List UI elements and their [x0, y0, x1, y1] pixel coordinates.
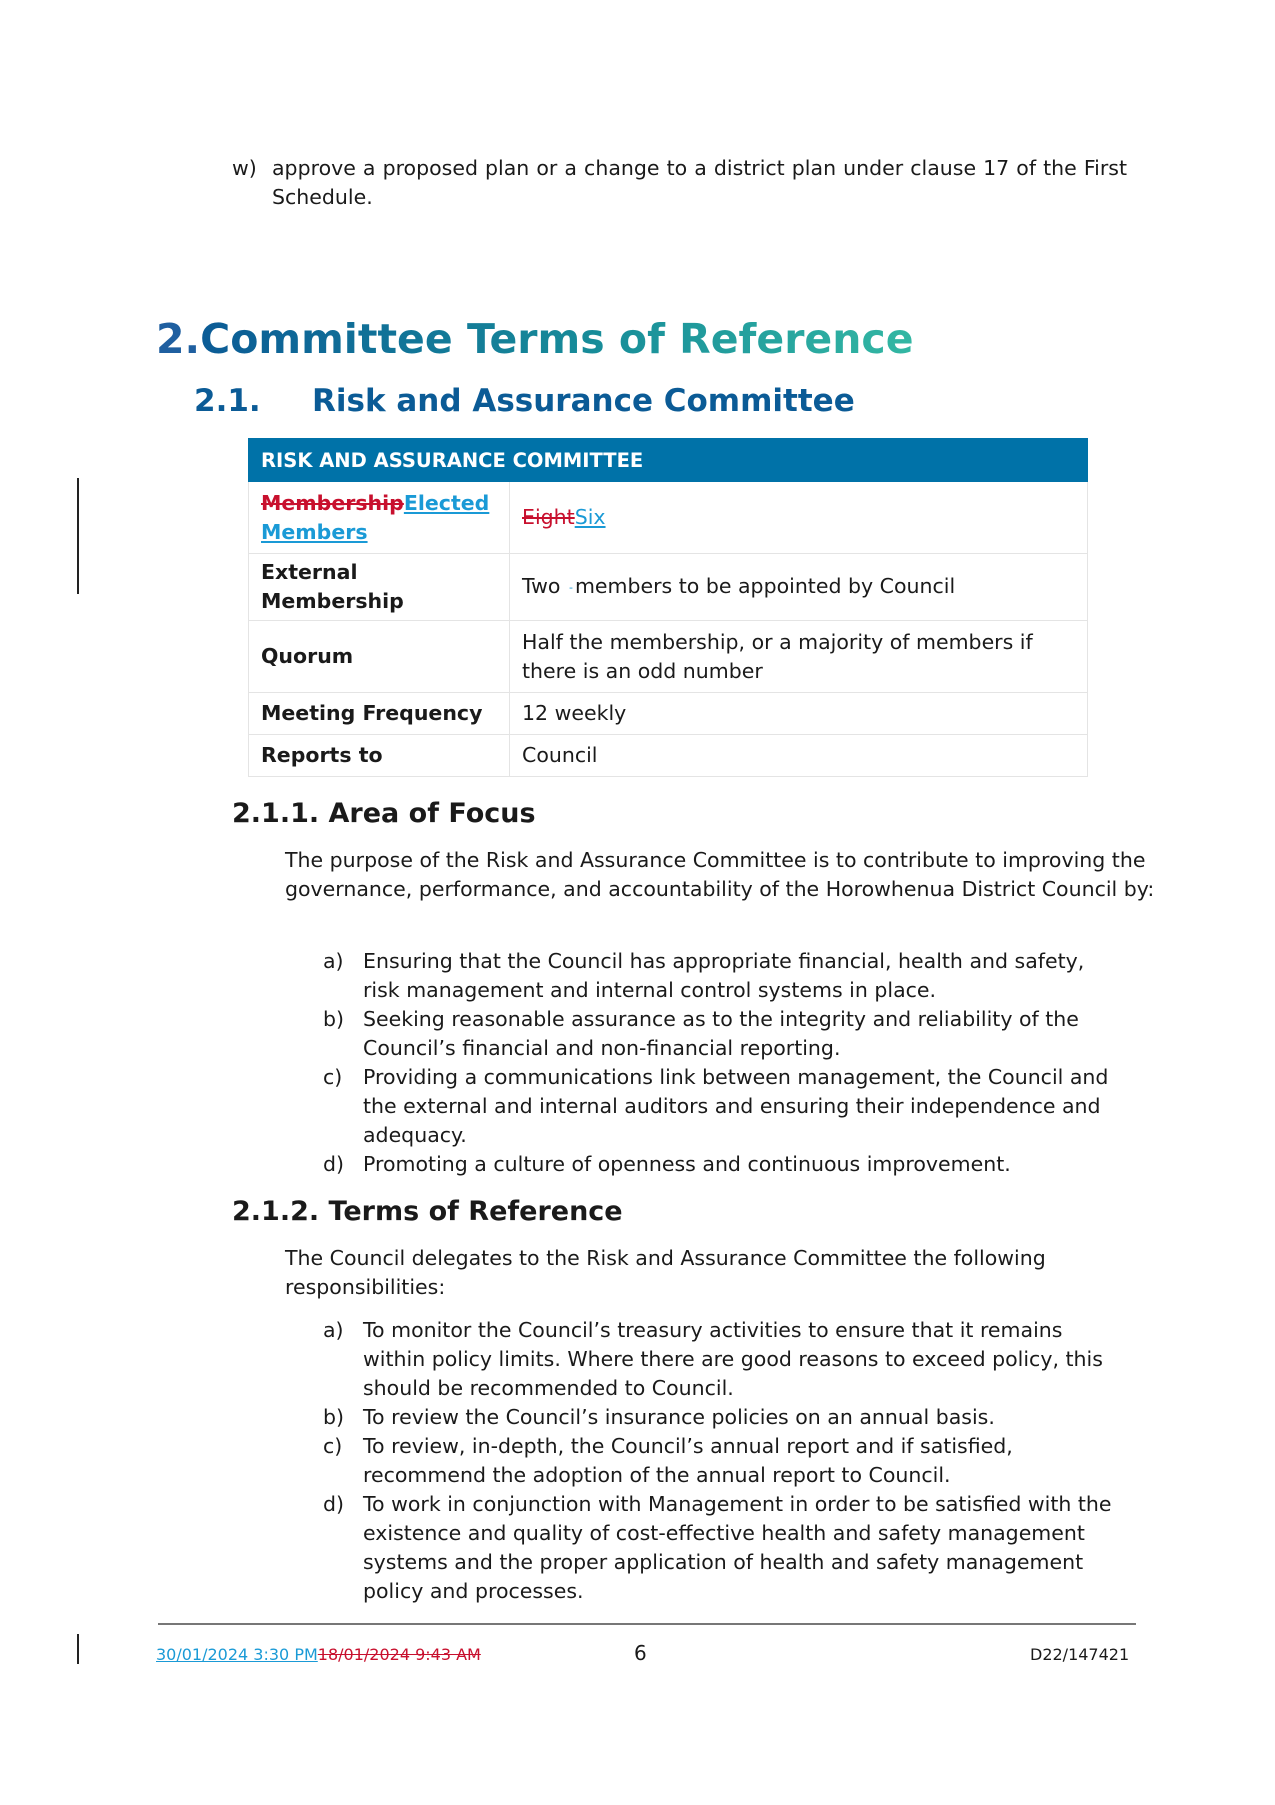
deleted-text: Membership [261, 490, 404, 515]
list-item [323, 1316, 1123, 1403]
table-key-cell: Meeting Frequency [249, 693, 510, 735]
table-key-cell: Reports to [249, 735, 510, 777]
table-value-cell [510, 554, 1088, 621]
list-item-label: a) [323, 1318, 344, 1342]
list-item-text: Seeking reasonable assurance as to the integrity and reliability of the Council’s financial and non-financial reporting. [363, 1007, 1079, 1060]
inserted-text: 30/01/2024 3:30 PM [156, 1645, 318, 1664]
table-row [249, 621, 1088, 693]
list-item-text: To review, in-depth, the Council’s annual report and if satisfied, recommend the adoption of the annual report to Council. [363, 1434, 1013, 1487]
list-item-w [232, 154, 1127, 212]
list-item-label: a) [323, 949, 344, 973]
list-item-label: c) [323, 1065, 343, 1089]
value-text: Two [522, 574, 561, 599]
change-bar [77, 478, 79, 594]
table-value-cell: Half the membership, or a majority of members if there is an odd number [510, 621, 1088, 693]
section-title: Committee Terms of Reference [200, 315, 914, 363]
terms-of-reference-intro: The Council delegates to the Risk and Assurance Committee the following responsibilities: [285, 1246, 1046, 1299]
terms-of-reference-list [323, 1316, 1123, 1606]
deleted-text: Eight [522, 505, 575, 529]
table-value-cell [510, 482, 1088, 554]
inserted-text: Six [574, 505, 606, 529]
list-item-text: To monitor the Council’s treasury activities to ensure that it remains within policy limits. Where there are good reasons to exceed policy, this should be recommended to Council. [363, 1318, 1103, 1400]
table-value-cell: 12 weekly [510, 693, 1088, 735]
list-item [323, 1063, 1123, 1150]
list-item [323, 947, 1123, 1005]
list-item-text: Promoting a culture of openness and continuous improvement. [363, 1152, 1011, 1176]
list-item-label: b) [323, 1405, 345, 1429]
table-row [249, 735, 1088, 777]
table-key-cell [249, 482, 510, 554]
list-item-label: d) [323, 1152, 345, 1176]
value-text: members to be appointed by Council [574, 574, 956, 599]
table-key-cell: External Membership [249, 554, 510, 621]
list-item-text: Providing a communications link between management, the Council and the external and internal auditors and ensuring their independence and adequacy. [363, 1065, 1109, 1147]
list-item-label: b) [323, 1007, 345, 1031]
subsection-number: 2.1. [194, 383, 261, 419]
footer-rule [158, 1623, 1136, 1625]
change-bar [77, 1634, 79, 1664]
list-item-text: To review the Council’s insurance policies on an annual basis. [363, 1405, 995, 1429]
document-reference: D22/147421 [1030, 1645, 1130, 1664]
subsection-heading [194, 381, 855, 421]
table-row [249, 554, 1088, 621]
list-item-label: c) [323, 1434, 343, 1458]
table-key-cell: Quorum [249, 621, 510, 693]
list-item [323, 1403, 1123, 1432]
table-header: RISK AND ASSURANCE COMMITTEE [249, 439, 1088, 482]
section-heading [156, 314, 914, 364]
deleted-text: 18/01/2024 9:43 AM [317, 1645, 481, 1664]
table-row [249, 482, 1088, 554]
terms-of-reference-heading: 2.1.2. Terms of Reference [232, 1196, 623, 1227]
footer-date [156, 1645, 481, 1665]
table-row [249, 693, 1088, 735]
list-item-text: approve a proposed plan or a change to a district plan under clause 17 of the First Schedule. [272, 156, 1127, 209]
change-mark: - [568, 580, 573, 594]
list-item [323, 1005, 1123, 1063]
section-number: 2. [156, 315, 201, 363]
list-item-text: Ensuring that the Council has appropriate financial, health and safety, risk management and internal control systems in place. [363, 949, 1085, 1002]
table-header-row [249, 439, 1088, 482]
list-item-label: w) [232, 156, 257, 180]
committee-table [248, 438, 1088, 777]
subsection-title: Risk and Assurance Committee [312, 383, 855, 419]
area-of-focus-intro: The purpose of the Risk and Assurance Committee is to contribute to improving the governance, performance, and accountability of the Horowhenua District Council by: [285, 848, 1155, 901]
area-of-focus-heading: 2.1.1. Area of Focus [232, 798, 536, 829]
list-item-label: d) [323, 1492, 345, 1516]
list-item [323, 1432, 1123, 1490]
area-of-focus-list [323, 947, 1123, 1179]
list-item [323, 1150, 1123, 1179]
list-item-text: To work in conjunction with Management in order to be satisfied with the existence and quality of cost-effective health and safety management systems and the proper application of health and safety management policy and processes. [363, 1492, 1112, 1603]
table-value-cell: Council [510, 735, 1088, 777]
inserted-text: Elected Members [261, 490, 490, 544]
page-number: 6 [634, 1641, 647, 1665]
list-item [323, 1490, 1123, 1606]
